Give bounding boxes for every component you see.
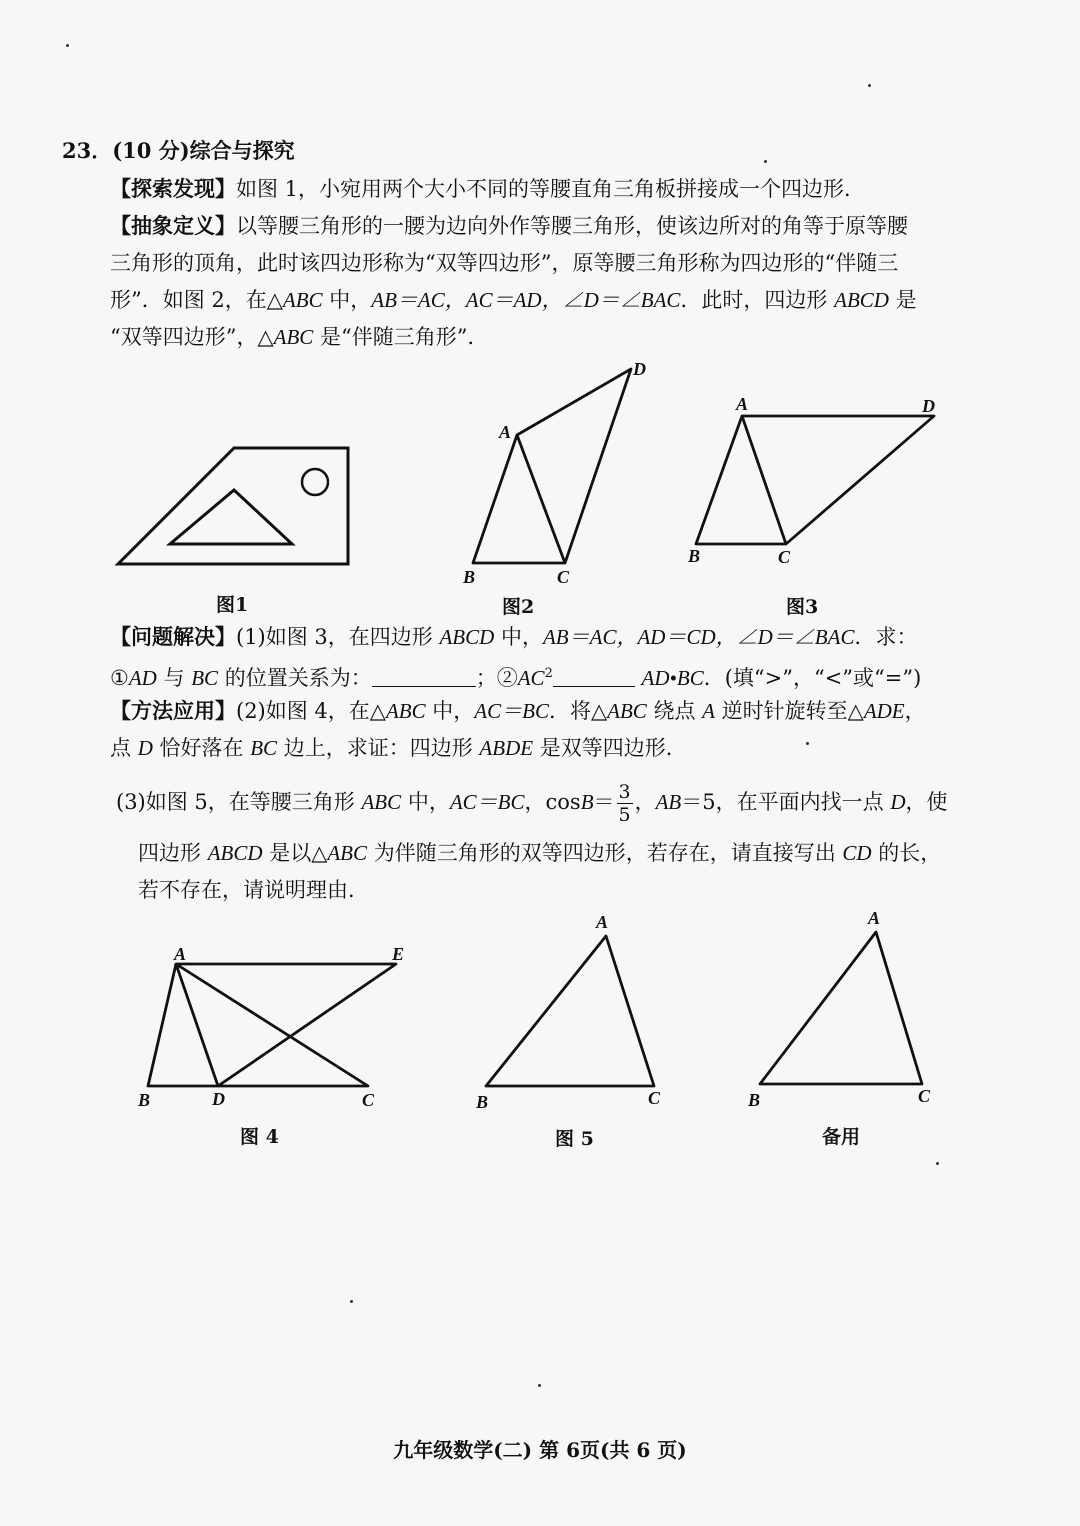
- define-text-1: 以等腰三角形的一腰为边向外作等腰三角形，使该边所对的角等于原等腰: [236, 214, 908, 238]
- spare-caption: 备用: [822, 1126, 861, 1148]
- text-span: (1)如图 3，在四边形: [236, 625, 440, 649]
- text-span: 的位置关系为：: [218, 666, 372, 690]
- fig2-lines: [473, 369, 631, 563]
- large-set-square: [118, 448, 348, 564]
- text-span: 是双等四边形．: [533, 736, 687, 760]
- text-span: 是以△: [262, 841, 328, 865]
- fig2-label-C: C: [557, 567, 570, 587]
- math-span: ADE: [863, 699, 905, 723]
- define-line-2: [110, 248, 898, 278]
- define-line-3: [110, 285, 917, 315]
- math-span: ABC: [385, 699, 426, 723]
- spare-label-C: C: [918, 1086, 931, 1106]
- text-span: 为伴随三角形的双等四边形，若存在，请直接写出: [367, 841, 843, 865]
- fig3-label-D: D: [922, 396, 935, 416]
- text-span: ，cos: [524, 790, 581, 814]
- math-span: AC: [517, 666, 545, 690]
- fig4-label-C: C: [362, 1090, 375, 1110]
- text-span: 与: [156, 666, 192, 690]
- method-line-2: [110, 733, 687, 763]
- text-span: 绕点: [646, 699, 703, 723]
- fig4-label-B: B: [138, 1090, 151, 1110]
- text-span: 中，: [494, 625, 543, 649]
- fig3-label-A: A: [736, 394, 749, 414]
- fig4-label-E: E: [392, 944, 405, 964]
- scan-speck: [538, 1384, 541, 1387]
- scan-speck: [764, 160, 767, 163]
- small-set-square: [170, 490, 292, 544]
- spare-triangle: [760, 932, 922, 1084]
- text-span: 中，: [425, 699, 475, 723]
- fig3-caption: 图3: [786, 596, 819, 618]
- scan-speck: [350, 1300, 353, 1303]
- fig5-label-C: C: [648, 1088, 661, 1108]
- math-span: AC＝BC: [449, 790, 525, 814]
- spare-label-B: B: [748, 1090, 761, 1110]
- text-span: 中，: [322, 288, 372, 312]
- text-span: ，: [904, 699, 926, 723]
- figure-4: [136, 940, 426, 1115]
- text-span: 是: [888, 288, 917, 312]
- fraction-denominator: 5: [618, 804, 631, 826]
- text-span: 点: [110, 736, 138, 760]
- spare-label-A: A: [868, 908, 881, 928]
- define-line-4: [110, 322, 488, 352]
- fraction-numerator: 3: [618, 781, 631, 803]
- q3-line-2: [138, 838, 941, 868]
- solve-line-1: [110, 622, 917, 652]
- question-number: 23．: [62, 138, 113, 163]
- text-span: 中，: [401, 790, 450, 814]
- math-span: ABC: [361, 790, 402, 814]
- math-span: A: [702, 699, 715, 723]
- text-span: (3)如图 5，在等腰三角形: [116, 790, 362, 814]
- text-span: ＝5，在平面内找一点: [681, 790, 891, 814]
- math-span: ABC: [327, 841, 368, 865]
- math-span: ABC: [273, 325, 314, 349]
- scan-speck: [936, 1162, 939, 1165]
- math-span: D: [137, 736, 153, 760]
- text-span: 若不存在，请说明理由．: [138, 878, 369, 902]
- define-line-1: [110, 211, 908, 241]
- fig4-label-D: D: [212, 1089, 225, 1109]
- solve-tag: 【问题解决】: [110, 624, 236, 649]
- text-span: ，使: [905, 790, 948, 814]
- figure-1: [110, 440, 355, 570]
- fig2-label-D: D: [633, 359, 646, 379]
- fig2-caption: 图2: [502, 596, 535, 618]
- text-span: 边上，求证：四边形: [277, 736, 480, 760]
- fig2-label-A: A: [499, 422, 512, 442]
- fig4-label-A: A: [174, 944, 187, 964]
- text-span: ①: [110, 666, 129, 690]
- figure-2: [455, 355, 665, 590]
- superscript: 2: [544, 666, 553, 681]
- fig4-lines: [148, 964, 396, 1086]
- fig3-label-B: B: [688, 546, 701, 566]
- cos-fraction: [617, 781, 633, 826]
- figure-3: [686, 392, 946, 572]
- fig3-lines: [696, 416, 934, 544]
- text-span: 的长，: [871, 841, 942, 865]
- text-span: ．此时，四边形: [680, 288, 835, 312]
- page-footer: 九年级数学(二) 第 6页(共 6 页): [393, 1438, 687, 1462]
- fig5-triangle: [486, 936, 654, 1086]
- explore-tag: 【探索发现】: [110, 176, 236, 201]
- explore-paragraph: [110, 174, 865, 204]
- fig3-label-C: C: [778, 547, 791, 567]
- fig4-caption: 图 4: [240, 1126, 279, 1148]
- math-span: CD: [842, 841, 872, 865]
- math-span: AD•BC: [641, 666, 704, 690]
- question-score: (10 分): [112, 138, 190, 163]
- text-span: 四边形: [138, 841, 208, 865]
- method-tag: 【方法应用】: [110, 698, 236, 723]
- text-span: ＝: [593, 790, 615, 814]
- text-span: 恰好落在: [152, 736, 251, 760]
- math-span: AD: [128, 666, 157, 690]
- question-type: 综合与探究: [189, 138, 295, 163]
- solve-line-2: [110, 659, 921, 693]
- text-span: (2)如图 4，在△: [236, 699, 386, 723]
- figure-spare: [744, 906, 944, 1111]
- scan-speck: [868, 84, 871, 87]
- math-span: ABCD: [207, 841, 263, 865]
- math-span: ABDE: [479, 736, 534, 760]
- math-span: BC: [191, 666, 219, 690]
- q3-line-3: [138, 875, 369, 905]
- q3-line-1: [116, 780, 947, 826]
- fig5-label-B: B: [476, 1092, 489, 1112]
- text-span: “双等四边形”，△: [110, 325, 274, 349]
- explore-text: 如图 1，小宛用两个大小不同的等腰直角三角板拼接成一个四边形．: [236, 177, 866, 201]
- define-text-2: 三角形的顶角，此时该四边形称为“双等四边形”，原等腰三角形称为四边形的“伴随三: [110, 251, 899, 275]
- fig5-label-A: A: [596, 912, 609, 932]
- text-span: 逆时针旋转至△: [714, 699, 864, 723]
- math-span: ABC: [282, 288, 323, 312]
- math-span: B: [580, 790, 594, 814]
- text-span: 是“伴随三角形”．: [313, 325, 489, 349]
- math-span: D: [890, 790, 906, 814]
- fig5-caption: 图 5: [555, 1128, 594, 1150]
- text-span: 形”．如图 2，在△: [110, 288, 283, 312]
- define-tag: 【抽象定义】: [110, 213, 236, 238]
- math-span: ABCD: [439, 625, 495, 649]
- text-span: ；②: [475, 666, 518, 690]
- text-span: ．(填“>”，“<”或“=”): [703, 666, 922, 690]
- figure-5: [474, 910, 674, 1115]
- math-span: AB＝AC，AD＝CD，∠D＝∠BAC: [542, 625, 855, 649]
- text-span: ．将△: [548, 699, 608, 723]
- text-span: ．求：: [854, 625, 918, 649]
- math-span: AB＝AC，AC＝AD，∠D＝∠BAC: [371, 288, 681, 312]
- math-span: AB: [655, 790, 682, 814]
- method-line-1: [110, 696, 926, 726]
- fig1-caption: 图1: [216, 594, 249, 616]
- math-span: AC＝BC: [474, 699, 549, 723]
- answer-blank-1[interactable]: [372, 666, 476, 687]
- question-header: [62, 136, 295, 166]
- answer-blank-2[interactable]: [553, 666, 635, 687]
- math-span: ABC: [607, 699, 647, 723]
- math-span: ABCD: [834, 288, 889, 312]
- fig2-label-B: B: [463, 567, 476, 587]
- text-span: ，: [634, 790, 656, 814]
- math-span: BC: [250, 736, 278, 760]
- set-square-hole: [302, 469, 328, 495]
- scan-speck: [806, 742, 809, 745]
- scan-speck: [66, 44, 69, 47]
